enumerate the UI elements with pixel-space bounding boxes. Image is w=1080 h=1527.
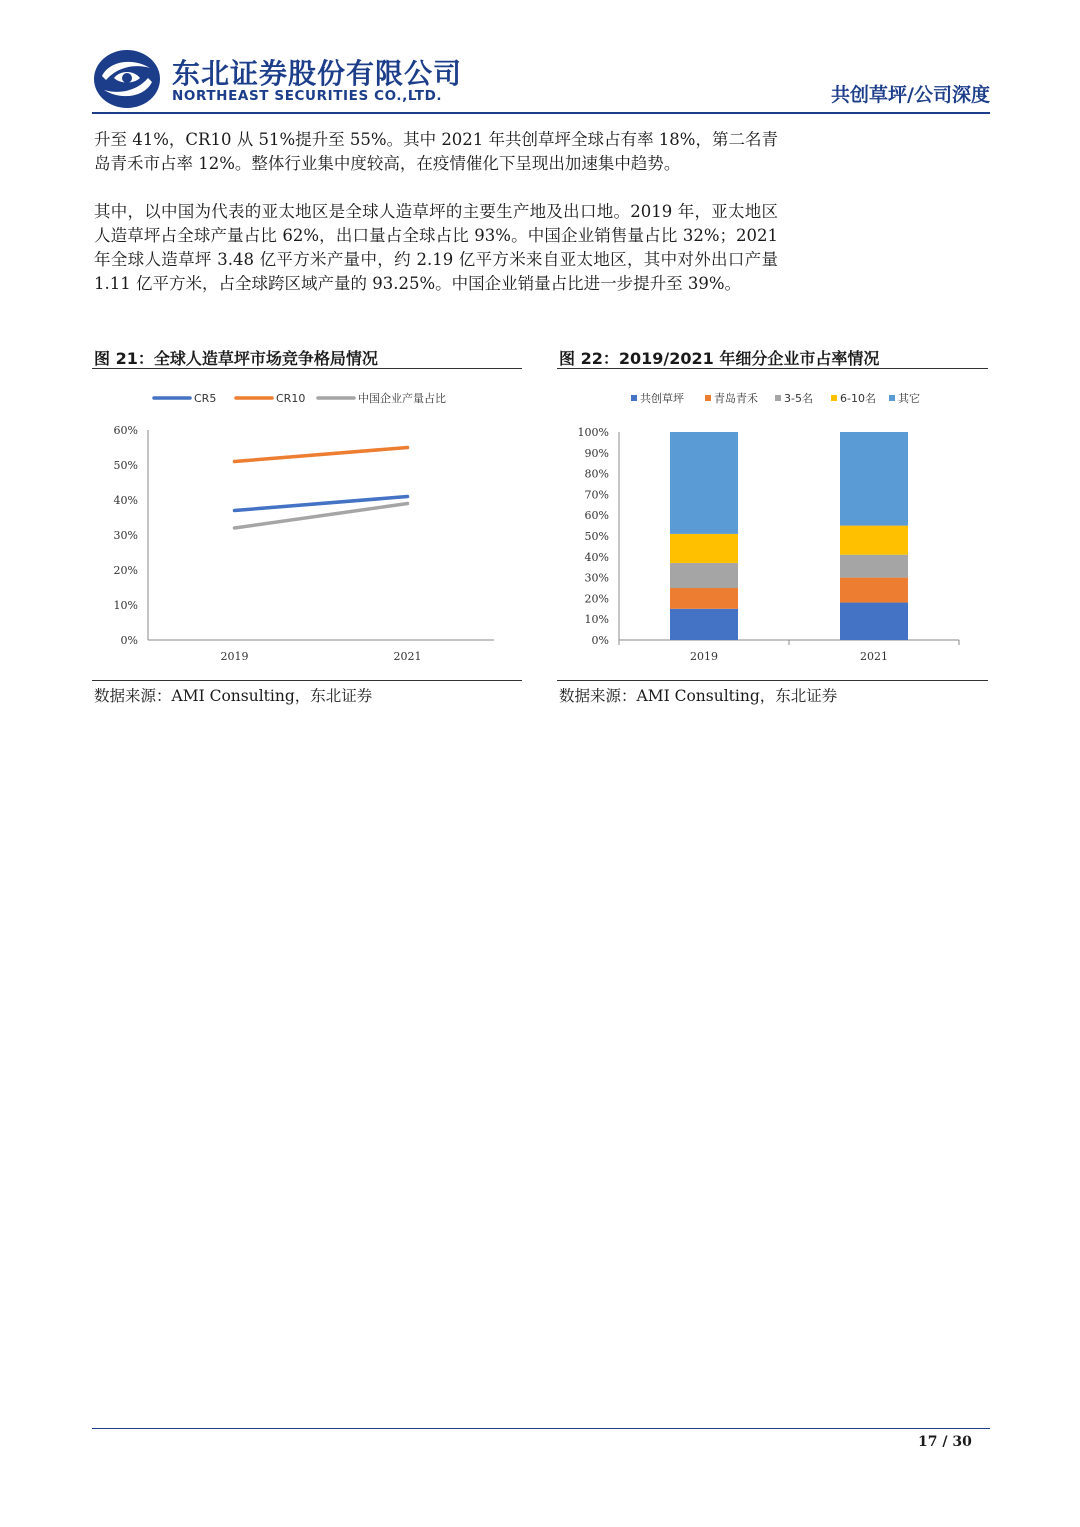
fig21-title: 图 21：全球人造草坪市场竞争格局情况 <box>94 349 378 368</box>
series-line-1 <box>235 448 408 462</box>
legend-label-1: 青岛青禾 <box>714 392 758 405</box>
fig22-title: 图 22：2019/2021 年细分企业市占率情况 <box>559 349 880 368</box>
bar-segment-1-1 <box>840 578 908 603</box>
y-tick-label-7: 70% <box>584 488 609 502</box>
footer-divider <box>92 1428 990 1429</box>
fig22-top-rule <box>557 368 988 369</box>
fig22-source: 数据来源：AMI Consulting，东北证券 <box>559 687 838 705</box>
y-tick-label-6: 60% <box>113 424 138 437</box>
y-tick-label-1: 10% <box>584 613 609 627</box>
company-name-en: NORTHEAST SECURITIES CO.,LTD. <box>172 88 443 104</box>
paragraph-1: 升至 41%，CR10 从 51%提升至 55%。其中 2021 年共创草坪全球占有率 18%，第二名青岛青禾市占率 12%。整体行业集中度较高，在疫情催化下呈现出加速集中趋势。 <box>94 130 778 173</box>
bar-segment-0-3 <box>670 534 738 563</box>
y-tick-label-0: 0% <box>120 634 138 647</box>
bar-segment-1-2 <box>840 555 908 578</box>
y-tick-label-4: 40% <box>113 494 138 507</box>
legend-label-0: 共创草坪 <box>640 392 684 405</box>
x-tick-label-0: 2019 <box>690 650 718 663</box>
y-tick-label-4: 40% <box>584 550 609 564</box>
stacked-bar-chart <box>557 372 988 678</box>
company-logo-icon <box>92 48 162 110</box>
legend-label-3: 6-10名 <box>840 392 876 405</box>
y-tick-label-6: 60% <box>584 509 609 523</box>
bar-segment-1-3 <box>840 526 908 555</box>
legend-label-1: CR10 <box>276 392 306 405</box>
legend-swatch-1 <box>705 395 711 401</box>
bar-segment-1-4 <box>840 432 908 526</box>
x-tick-label-1: 2021 <box>860 650 888 663</box>
legend-label-0: CR5 <box>194 392 217 405</box>
bar-segment-1-0 <box>840 603 908 640</box>
fig22-bottom-rule <box>557 680 988 681</box>
fig21-bottom-rule <box>92 680 522 681</box>
fig21-chart <box>92 372 522 678</box>
y-tick-label-5: 50% <box>113 459 138 472</box>
y-tick-label-10: 100% <box>577 426 609 439</box>
paragraph-2: 其中，以中国为代表的亚太地区是全球人造草坪的主要生产地及出口地。2019 年，亚太地区人造草坪占全球产量占比 62%，出口量占全球占比 93%。中国企业销售量占比 32%；2021 年全球人造草坪 3.48 亿平方米产量中，约 2.19 亿平方米来自亚太地区，其中对外出口产量 1.11 亿平方米，占全球跨区域产量的 93.25%。中国企业销量占比进一步提升至 39%。 <box>94 202 778 293</box>
header-divider <box>92 112 990 114</box>
y-tick-label-9: 90% <box>584 446 609 460</box>
company-name-cn: 东北证券股份有限公司 <box>172 57 463 90</box>
bar-segment-0-1 <box>670 588 738 609</box>
y-tick-label-1: 10% <box>113 599 138 612</box>
fig22-chart <box>557 372 988 678</box>
y-tick-label-0: 0% <box>591 634 609 647</box>
bar-segment-0-2 <box>670 563 738 588</box>
y-tick-label-2: 20% <box>584 592 609 606</box>
legend-swatch-4 <box>889 395 895 401</box>
y-tick-label-5: 50% <box>584 530 609 543</box>
legend-label-4: 其它 <box>898 392 920 405</box>
y-tick-label-8: 80% <box>584 467 609 481</box>
fig21-top-rule <box>92 368 522 369</box>
bar-segment-0-4 <box>670 432 738 534</box>
x-tick-label-0: 2019 <box>220 650 249 663</box>
legend-swatch-3 <box>831 395 837 401</box>
legend-swatch-0 <box>631 395 637 401</box>
legend-swatch-2 <box>775 395 781 401</box>
line-chart <box>92 372 522 678</box>
x-tick-label-1: 2021 <box>393 650 422 663</box>
legend-label-2: 3-5名 <box>784 392 813 405</box>
report-tag: 共创草坪/公司深度 <box>831 84 990 106</box>
y-tick-label-3: 30% <box>113 529 138 542</box>
page-header <box>92 48 990 110</box>
bar-segment-0-0 <box>670 609 738 640</box>
page-number: 17 / 30 <box>918 1434 972 1450</box>
fig21-source: 数据来源：AMI Consulting，东北证券 <box>94 687 373 705</box>
y-tick-label-3: 30% <box>584 571 609 585</box>
y-tick-label-2: 20% <box>113 564 138 577</box>
legend-label-2: 中国企业产量占比 <box>358 392 446 405</box>
